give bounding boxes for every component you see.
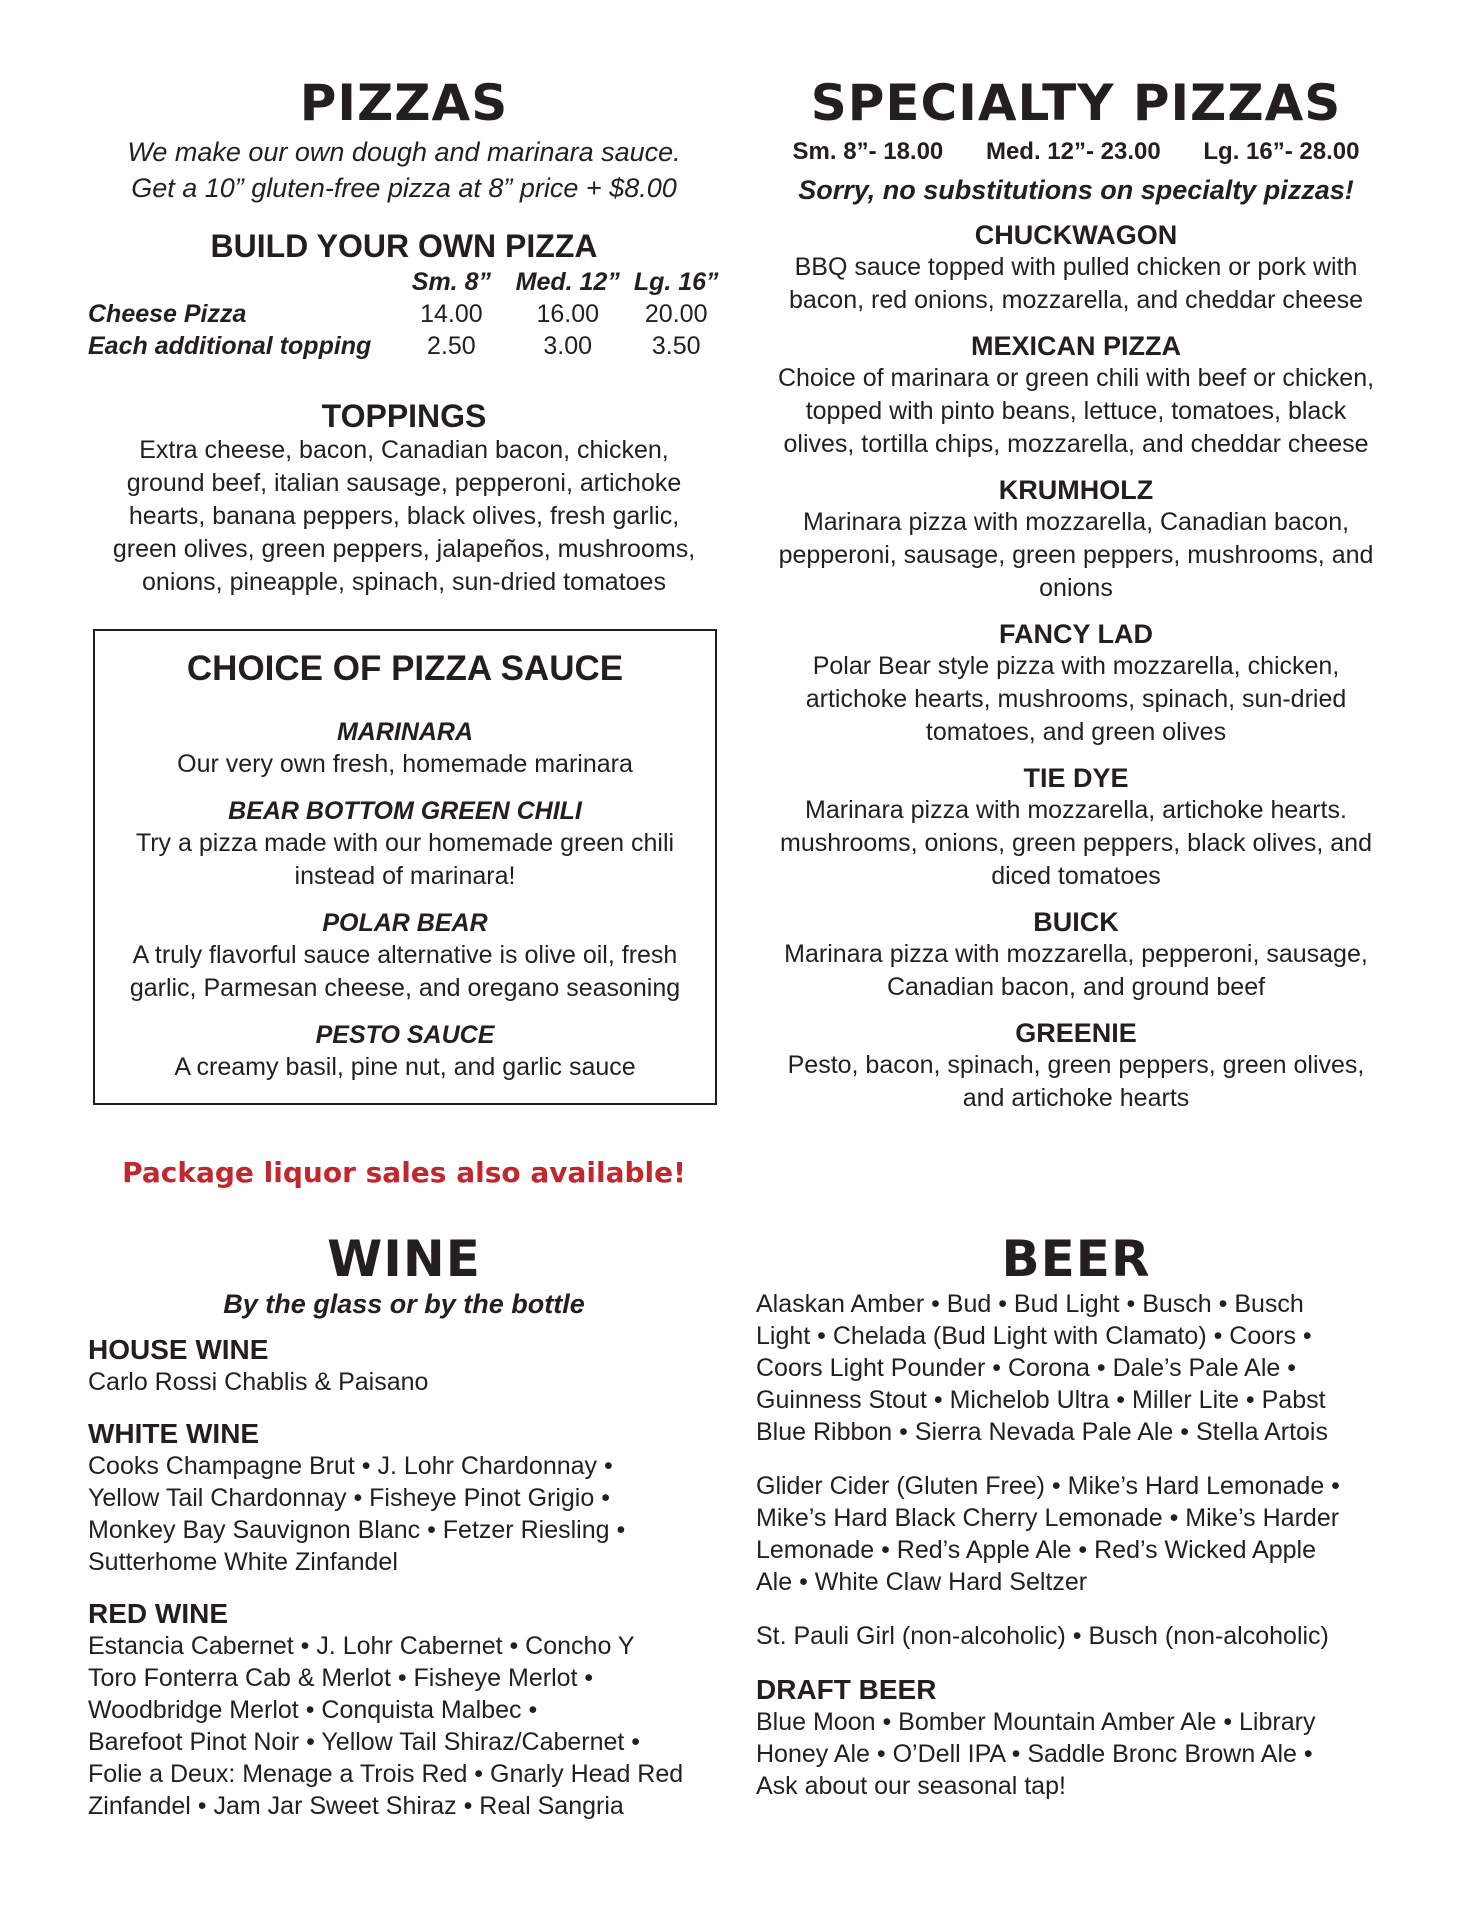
specialty-item-name: KRUMHOLZ: [998, 475, 1154, 505]
wine-line: Yellow Tail Chardonnay • Fisheye Pinot Grigio •: [88, 1484, 610, 1512]
wine-line: Toro Fonterra Cab & Merlot • Fisheye Merlot •: [88, 1664, 594, 1692]
specialty-price-medium: Med. 12”- 23.00: [985, 138, 1161, 165]
specialty-section: [756, 74, 1396, 1115]
row-label: Each additional topping: [88, 332, 372, 360]
build-your-own-title: BUILD YOUR OWN PIZZA: [210, 228, 598, 264]
toppings-line: onions, pineapple, spinach, sun-dried tomatoes: [142, 568, 666, 596]
specialty-item-line: bacon, red onions, mozzarella, and cheddar cheese: [789, 286, 1363, 314]
beer-line: Ale • White Claw Hard Seltzer: [756, 1568, 1088, 1596]
pizzas-title: PIZZAS: [299, 74, 509, 132]
specialty-item: [756, 333, 1396, 461]
toppings-title: TOPPINGS: [321, 398, 487, 434]
specialty-item-line: Canadian bacon, and ground beef: [886, 973, 1266, 1001]
sauce-item: [95, 716, 715, 781]
price-cell: 2.50: [427, 332, 476, 360]
draft-beer-title: DRAFT BEER: [756, 1674, 937, 1705]
sauce-description: instead of marinara!: [294, 862, 516, 890]
specialty-item-name: FANCY LAD: [998, 619, 1153, 649]
beer-line: Guinness Stout • Michelob Ultra • Miller Lite • Pabst: [756, 1386, 1326, 1414]
specialty-item-line: Marinara pizza with mozzarella, pepperoni, sausage,: [784, 940, 1368, 968]
size-header-medium: Med. 12”: [515, 268, 620, 296]
pizzas-intro-line-1: We make our own dough and marinara sauce.: [127, 137, 681, 167]
sauce-description: Our very own fresh, homemade marinara: [177, 750, 633, 778]
beer-line: Glider Cider (Gluten Free) • Mike’s Hard Lemonade •: [756, 1472, 1340, 1500]
specialty-price-small: Sm. 8”- 18.00: [792, 138, 944, 165]
toppings-list: [84, 434, 724, 599]
price-cell: 3.50: [651, 332, 701, 360]
toppings-line: Extra cheese, bacon, Canadian bacon, chicken,: [139, 436, 669, 464]
draft-beer-line: Blue Moon • Bomber Mountain Amber Ale • Library: [756, 1708, 1316, 1736]
beer-group: [756, 1288, 1396, 1448]
size-header-large: Lg. 16”: [633, 268, 719, 296]
specialty-item-line: BBQ sauce topped with pulled chicken or pork with: [794, 253, 1358, 281]
specialty-title: SPECIALTY PIZZAS: [810, 74, 1342, 132]
specialty-note: Sorry, no substitutions on specialty pizzas!: [798, 175, 1354, 205]
specialty-item-line: artichoke hearts, mushrooms, spinach, sun-dried: [805, 685, 1347, 713]
package-liquor-notice: Package liquor sales also available!: [122, 1156, 686, 1189]
draft-beer-line: Honey Ale • O’Dell IPA • Saddle Bronc Brown Ale •: [756, 1740, 1313, 1768]
sauce-name: BEAR BOTTOM GREEN CHILI: [228, 797, 582, 825]
beer-group: [756, 1620, 1396, 1652]
wine-group: [88, 1336, 724, 1398]
toppings-line: ground beef, italian sausage, pepperoni, artichoke: [126, 469, 682, 497]
specialty-item-line: Choice of marinara or green chili with beef or chicken,: [777, 364, 1375, 392]
beer-line: Coors Light Pounder • Corona • Dale’s Pale Ale •: [756, 1354, 1296, 1382]
sauce-item: [95, 1019, 715, 1084]
specialty-item-name: TIE DYE: [1023, 763, 1129, 793]
specialty-item: [756, 222, 1396, 317]
specialty-item: [756, 765, 1396, 893]
wine-group-title: WHITE WINE: [88, 1418, 260, 1449]
sauce-description: A truly flavorful sauce alternative is olive oil, fresh: [132, 941, 678, 969]
draft-beer-group: [756, 1676, 1396, 1802]
specialty-price-large: Lg. 16”- 28.00: [1203, 138, 1360, 165]
specialty-item-name: BUICK: [1033, 907, 1119, 937]
toppings-line: green olives, green peppers, jalapeños, mushrooms,: [112, 535, 696, 563]
sauce-item: [95, 795, 715, 893]
wine-group-title: RED WINE: [88, 1598, 228, 1629]
wine-group-title: HOUSE WINE: [88, 1334, 269, 1365]
build-your-own-section: [84, 230, 724, 362]
size-header-small: Sm. 8”: [411, 268, 491, 296]
wine-line: Sutterhome White Zinfandel: [88, 1548, 398, 1576]
sauce-item: [95, 907, 715, 1005]
pizzas-intro-line-2: Get a 10” gluten-free pizza at 8” price + $8.00: [131, 173, 677, 203]
wine-line: Barefoot Pinot Noir • Yellow Tail Shiraz/Cabernet •: [88, 1728, 641, 1756]
beer-line: Lemonade • Red’s Apple Ale • Red’s Wicked Apple: [756, 1536, 1316, 1564]
beer-title: BEER: [1001, 1230, 1151, 1288]
price-cell: 3.00: [543, 332, 593, 360]
wine-group: [88, 1600, 724, 1822]
wine-line: Woodbridge Merlot • Conquista Malbec •: [88, 1696, 538, 1724]
price-cell: 16.00: [536, 300, 600, 328]
specialty-item-line: Polar Bear style pizza with mozzarella, chicken,: [812, 652, 1340, 680]
specialty-item-line: olives, tortilla chips, mozzarella, and cheddar cheese: [783, 430, 1369, 458]
sauce-description: garlic, Parmesan cheese, and oregano seasoning: [129, 974, 681, 1002]
wine-line: Monkey Bay Sauvignon Blanc • Fetzer Riesling •: [88, 1516, 626, 1544]
beer-group: [756, 1470, 1396, 1598]
specialty-item: [756, 477, 1396, 605]
specialty-item-line: topped with pinto beans, lettuce, tomatoes, black: [805, 397, 1347, 425]
table-row: [88, 298, 724, 330]
wine-group: [88, 1420, 724, 1578]
wine-subtitle: By the glass or by the bottle: [223, 1289, 585, 1319]
specialty-item-name: CHUCKWAGON: [974, 220, 1178, 250]
beer-section: [756, 1230, 1396, 1802]
price-cell: 20.00: [644, 300, 708, 328]
specialty-item-line: tomatoes, and green olives: [925, 718, 1227, 746]
wine-line: Carlo Rossi Chablis & Paisano: [88, 1368, 429, 1396]
wine-line: Zinfandel • Jam Jar Sweet Shiraz • Real Sangria: [88, 1792, 624, 1820]
specialty-item-line: Pesto, bacon, spinach, green peppers, green olives,: [787, 1051, 1365, 1079]
specialty-item-line: diced tomatoes: [991, 862, 1161, 890]
toppings-section: [84, 400, 724, 599]
wine-section: [84, 1230, 724, 1822]
sauce-choice-box: [93, 629, 717, 1105]
sauce-description: A creamy basil, pine nut, and garlic sauce: [174, 1053, 636, 1081]
draft-beer-line: Ask about our seasonal tap!: [756, 1772, 1066, 1800]
sauce-description: Try a pizza made with our homemade green chili: [135, 829, 675, 857]
specialty-prices: [756, 138, 1396, 166]
specialty-item-name: GREENIE: [1015, 1018, 1137, 1048]
wine-line: Cooks Champagne Brut • J. Lohr Chardonnay •: [88, 1452, 613, 1480]
specialty-item-line: onions: [1039, 574, 1113, 602]
specialty-item-line: and artichoke hearts: [962, 1084, 1190, 1112]
wine-line: Folie a Deux: Menage a Trois Red • Gnarly Head Red: [88, 1760, 684, 1788]
row-label: Cheese Pizza: [88, 300, 247, 328]
toppings-line: hearts, banana peppers, black olives, fresh garlic,: [128, 502, 680, 530]
beer-line: St. Pauli Girl (non-alcoholic) • Busch (non-alcoholic): [756, 1622, 1329, 1650]
specialty-item: [756, 1020, 1396, 1115]
pizzas-section: [84, 74, 724, 206]
specialty-item-line: mushrooms, onions, green peppers, black olives, and: [780, 829, 1372, 857]
table-row: [88, 330, 724, 362]
sauce-box-title: CHOICE OF PIZZA SAUCE: [186, 649, 624, 688]
wine-line: Estancia Cabernet • J. Lohr Cabernet • Concho Y: [88, 1632, 635, 1660]
specialty-item-line: Marinara pizza with mozzarella, artichoke hearts.: [805, 796, 1347, 824]
price-cell: 14.00: [420, 300, 483, 328]
beer-line: Blue Ribbon • Sierra Nevada Pale Ale • Stella Artois: [756, 1418, 1328, 1446]
sauce-name: POLAR BEAR: [322, 909, 488, 937]
sauce-name: MARINARA: [336, 718, 474, 746]
specialty-item: [756, 621, 1396, 749]
beer-line: Mike’s Hard Black Cherry Lemonade • Mike’s Harder: [756, 1504, 1340, 1532]
specialty-item-line: pepperoni, sausage, green peppers, mushrooms, and: [778, 541, 1374, 569]
build-your-own-price-table: [88, 266, 724, 362]
sauce-name: PESTO SAUCE: [315, 1021, 495, 1049]
specialty-item-line: Marinara pizza with mozzarella, Canadian bacon,: [802, 508, 1350, 536]
beer-line: Alaskan Amber • Bud • Bud Light • Busch • Busch: [756, 1290, 1304, 1318]
specialty-item: [756, 909, 1396, 1004]
beer-line: Light • Chelada (Bud Light with Clamato) • Coors •: [756, 1322, 1312, 1350]
specialty-item-name: MEXICAN PIZZA: [970, 331, 1181, 361]
wine-title: WINE: [327, 1230, 481, 1288]
package-liquor-notice-wrap: [84, 1156, 724, 1189]
